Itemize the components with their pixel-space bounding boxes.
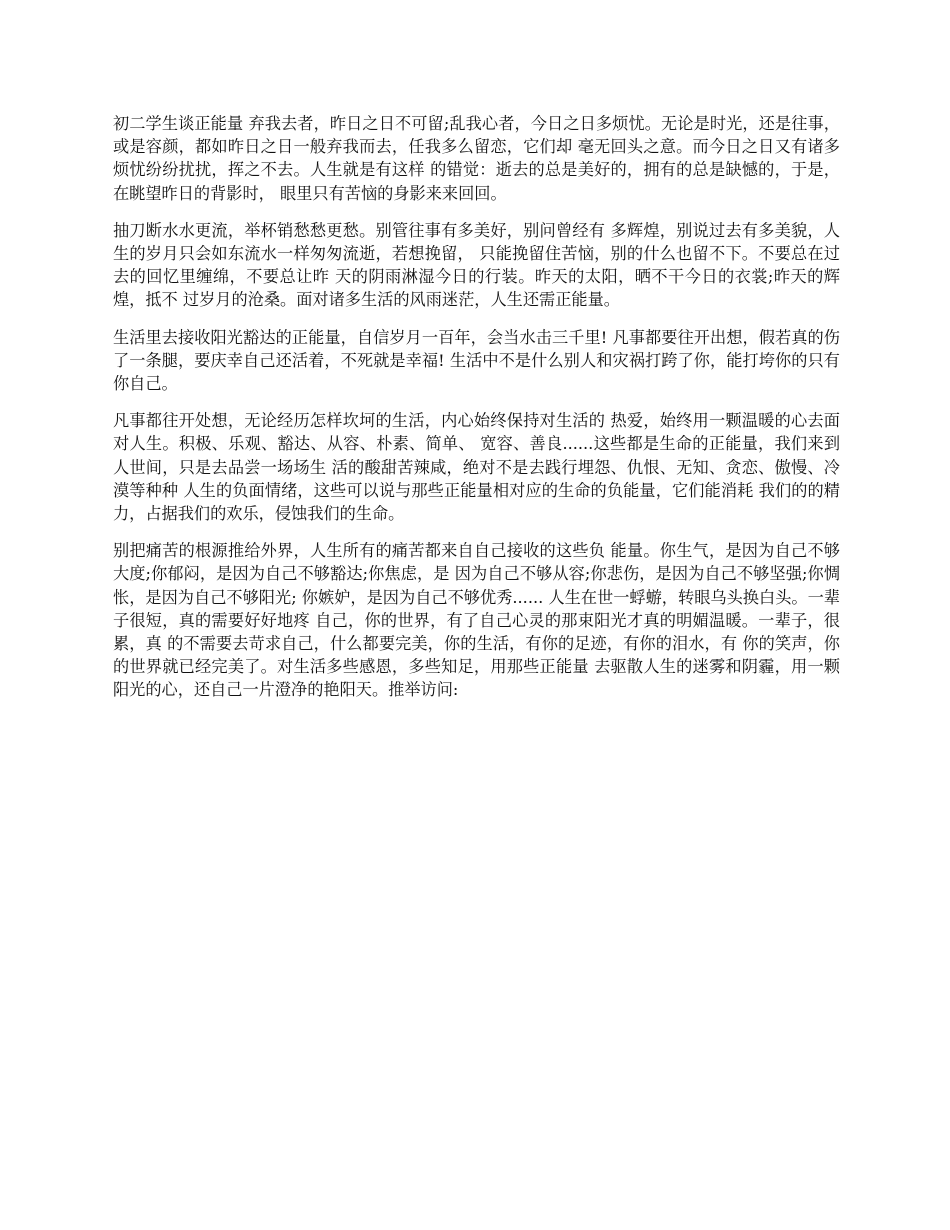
paragraph-2: 抽刀断水水更流，举杯销愁愁更愁。别管往事有多美好，别问曾经有 多辉煌，别说过去有多美貌，人生的岁月只会如东流水一样匆匆流逝，若想挽留， 只能挽留住苦恼，别的什么也留不下。不要总在过去的回忆里缠绵，不要总让昨 天的阴雨淋湿今日的行装。昨天的太阳，晒不干今日的衣裳;昨天的辉煌，抵不 过岁月的沧桑。面对诸多生活的风雨迷茫，人生还需正能量。 bbox=[113, 220, 840, 310]
paragraph-3: 生活里去接收阳光豁达的正能量，自信岁月一百年，会当水击三千里! 凡事都要往开出想，假若真的伤了一条腿，要庆幸自己还活着，不死就是幸福! 生活中不是什么别人和灾祸打跨了你，能打垮你的只有你自己。 bbox=[113, 327, 840, 394]
paragraph-1: 初二学生谈正能量 弃我去者，昨日之日不可留;乱我心者，今日之日多烦忧。无论是时光，还是往事，或是容颜，都如昨日之日一般弃我而去，任我多么留恋，它们却 毫无回头之意。而今日之日又有诸多烦忧纷纷扰扰，挥之不去。人生就是有这样 的错觉：逝去的总是美好的，拥有的总是缺憾的，于是，在眺望昨日的背影时， 眼里只有苦恼的身影来来回回。 bbox=[113, 114, 840, 203]
paragraph-4: 凡事都往开处想，无论经历怎样坎坷的生活，内心始终保持对生活的 热爱，始终用一颗温暖的心去面对人生。积极、乐观、豁达、从容、朴素、简单、 宽容、善良......这些都是生命的正能量，我们来到人世间，只是去品尝一场场生 活的酸甜苦辣咸，绝对不是去践行埋怨、仇恨、无知、贪恋、傲慢、冷漠等种种 人生的负面情绪，这些可以说与那些正能量相对应的生命的负能量，它们能消耗 我们的的精力，占据我们的欢乐，侵蚀我们的生命。 bbox=[113, 411, 840, 524]
paragraph-5: 别把痛苦的根源推给外界，人生所有的痛苦都来自自己接收的这些负 能量。你生气，是因为自己不够大度;你郁闷，是因为自己不够豁达;你焦虑，是 因为自己不够从容;你悲伤，是因为自己不够坚强;你惆怅，是因为自己不够阳光; 你嫉妒，是因为自己不够优秀...... 人生在世一蜉蝣，转眼乌头换白头。一辈子很短，真的需要好好地疼 自己，你的世界，有了自己心灵的那束阳光才真的明媚温暖。一辈子，很累，真 的不需要去苛求自己，什么都要完美，你的生活，有你的足迹，有你的泪水，有 你的笑声，你的世界就已经完美了。对生活多些感恩，多些知足，用那些正能量 去驱散人生的迷雾和阴霾，用一颗阳光的心，还自己一片澄净的艳阳天。推举访问: bbox=[113, 541, 840, 700]
document-page bbox=[113, 112, 840, 716]
